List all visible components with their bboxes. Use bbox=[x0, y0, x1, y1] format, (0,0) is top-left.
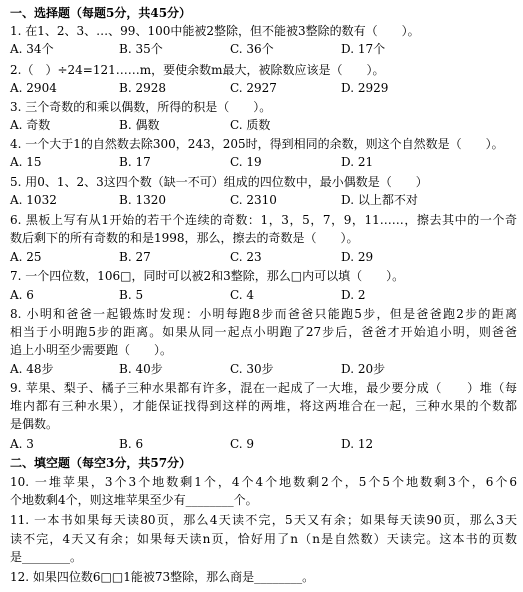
option-b: B. 5 bbox=[119, 288, 144, 302]
question-10-line-1: 10. 一堆苹果，3个3个地数剩1个，4个4个地数剩2个，5个5个地数剩3个，6个6 bbox=[10, 475, 517, 489]
option-c: C. 30步 bbox=[230, 362, 274, 376]
option-d: D. 2 bbox=[341, 288, 366, 302]
question-11-line-1: 11. 一本书如果每天读80页，那么4天读不完，5天又有余；如果每天读90页，那么3天 bbox=[10, 513, 517, 527]
section-2-title: 二、填空题（每空3分，共57分） bbox=[10, 456, 192, 470]
question-4: 4. 一个大于1的自然数去除300，243，205时，得到相同的余数，则这个自然数是（ ）。 bbox=[10, 137, 504, 151]
option-b: B. 6 bbox=[119, 437, 144, 451]
question-11-line-2: 读不完，4天又有余；如果每天读n页，恰好用了n（n是自然数）天读完。这本书的页数 bbox=[10, 532, 517, 546]
question-2-options bbox=[10, 79, 517, 97]
option-c: C. 9 bbox=[230, 437, 255, 451]
question-7-options bbox=[10, 286, 517, 304]
option-b: B. 17 bbox=[119, 155, 151, 169]
section-1-title: 一、选择题（每题5分，共45分） bbox=[10, 6, 192, 20]
question-8-options bbox=[10, 360, 517, 378]
option-c: C. 2927 bbox=[230, 81, 277, 95]
option-a: A. 2904 bbox=[10, 81, 57, 95]
option-c: C. 2310 bbox=[230, 193, 277, 207]
question-7: 7. 一个四位数，106□，同时可以被2和3整除，那么□内可以填（ ）。 bbox=[10, 269, 405, 283]
option-c: C. 19 bbox=[230, 155, 262, 169]
question-5: 5. 用0、1、2、3这四个数（缺一不可）组成的四位数中，最小偶数是（ ） bbox=[10, 175, 428, 189]
option-a: A. 15 bbox=[10, 155, 42, 169]
option-b: B. 27 bbox=[119, 250, 151, 264]
option-d: D. 以上都不对 bbox=[341, 193, 418, 207]
option-a: A. 25 bbox=[10, 250, 42, 264]
question-1-options bbox=[10, 40, 517, 58]
question-8-line-1: 8. 小明和爸爸一起锻炼时发现：小明每跑8步而爸爸只能跑5步，但是爸爸跑2步的距离 bbox=[10, 307, 517, 321]
question-4-options bbox=[10, 153, 517, 171]
option-a: A. 3 bbox=[10, 437, 34, 451]
option-d: D. 17个 bbox=[341, 42, 386, 56]
option-c: C. 4 bbox=[230, 288, 255, 302]
option-a: A. 1032 bbox=[10, 193, 57, 207]
option-d: D. 12 bbox=[341, 437, 374, 451]
question-8-line-3: 追上小明至少需要跑（ ）。 bbox=[10, 343, 173, 357]
question-5-options bbox=[10, 191, 517, 209]
question-1: 1. 在1、2、3、…、99、100中能被2整除，但不能被3整除的数有（ ）。 bbox=[10, 24, 420, 38]
option-c: C. 23 bbox=[230, 250, 262, 264]
option-d: D. 21 bbox=[341, 155, 374, 169]
question-3-options bbox=[10, 116, 517, 134]
question-9-line-1: 9. 苹果、梨子、橘子三种水果都有许多，混在一起成了一大堆，最少要分成（ ）堆（每 bbox=[10, 381, 517, 395]
option-c: C. 36个 bbox=[230, 42, 274, 56]
question-3: 3. 三个奇数的和乘以偶数，所得的积是（ ）。 bbox=[10, 100, 272, 114]
option-a: A. 6 bbox=[10, 288, 34, 302]
option-b: B. 40步 bbox=[119, 362, 163, 376]
option-d: D. 20步 bbox=[341, 362, 386, 376]
question-6-line-2: 数后剩下的所有奇数的和是1998，那么，擦去的奇数是（ ）。 bbox=[10, 231, 359, 245]
option-d: D. 2929 bbox=[341, 81, 389, 95]
option-b: B. 35个 bbox=[119, 42, 163, 56]
option-a: A. 奇数 bbox=[10, 118, 51, 132]
option-b: B. 偶数 bbox=[119, 118, 160, 132]
option-a: A. 48步 bbox=[10, 362, 54, 376]
option-c: C. 质数 bbox=[230, 118, 271, 132]
question-6-options bbox=[10, 248, 517, 266]
question-12: 12. 如果四位数6□□1能被73整除，那么商是________。 bbox=[10, 570, 315, 584]
option-b: B. 1320 bbox=[119, 193, 166, 207]
question-2: 2.（ ）÷24=121……m，要使余数m最大，被除数应该是（ ）。 bbox=[10, 63, 385, 77]
question-11-line-3: 是________。 bbox=[10, 550, 83, 564]
question-9-options bbox=[10, 435, 517, 453]
option-d: D. 29 bbox=[341, 250, 374, 264]
question-9-line-2: 堆内都有三种水果），才能保证找得到这样的两堆，将这两堆合在一起，三种水果的个数都 bbox=[10, 399, 517, 413]
question-10-line-2: 个地数剩4个，则这堆苹果至少有________个。 bbox=[10, 493, 258, 507]
question-9-line-3: 是偶数。 bbox=[10, 417, 59, 431]
question-8-line-2: 相当于小明跑5步的距离。如果从同一起点小明跑了27步后，爸爸才开始追小明，则爸爸 bbox=[10, 325, 517, 339]
question-6-line-1: 6. 黑板上写有从1开始的若干个连续的奇数：1，3，5，7，9，11……，擦去其中的一个奇 bbox=[10, 213, 517, 227]
option-b: B. 2928 bbox=[119, 81, 166, 95]
option-a: A. 34个 bbox=[10, 42, 54, 56]
